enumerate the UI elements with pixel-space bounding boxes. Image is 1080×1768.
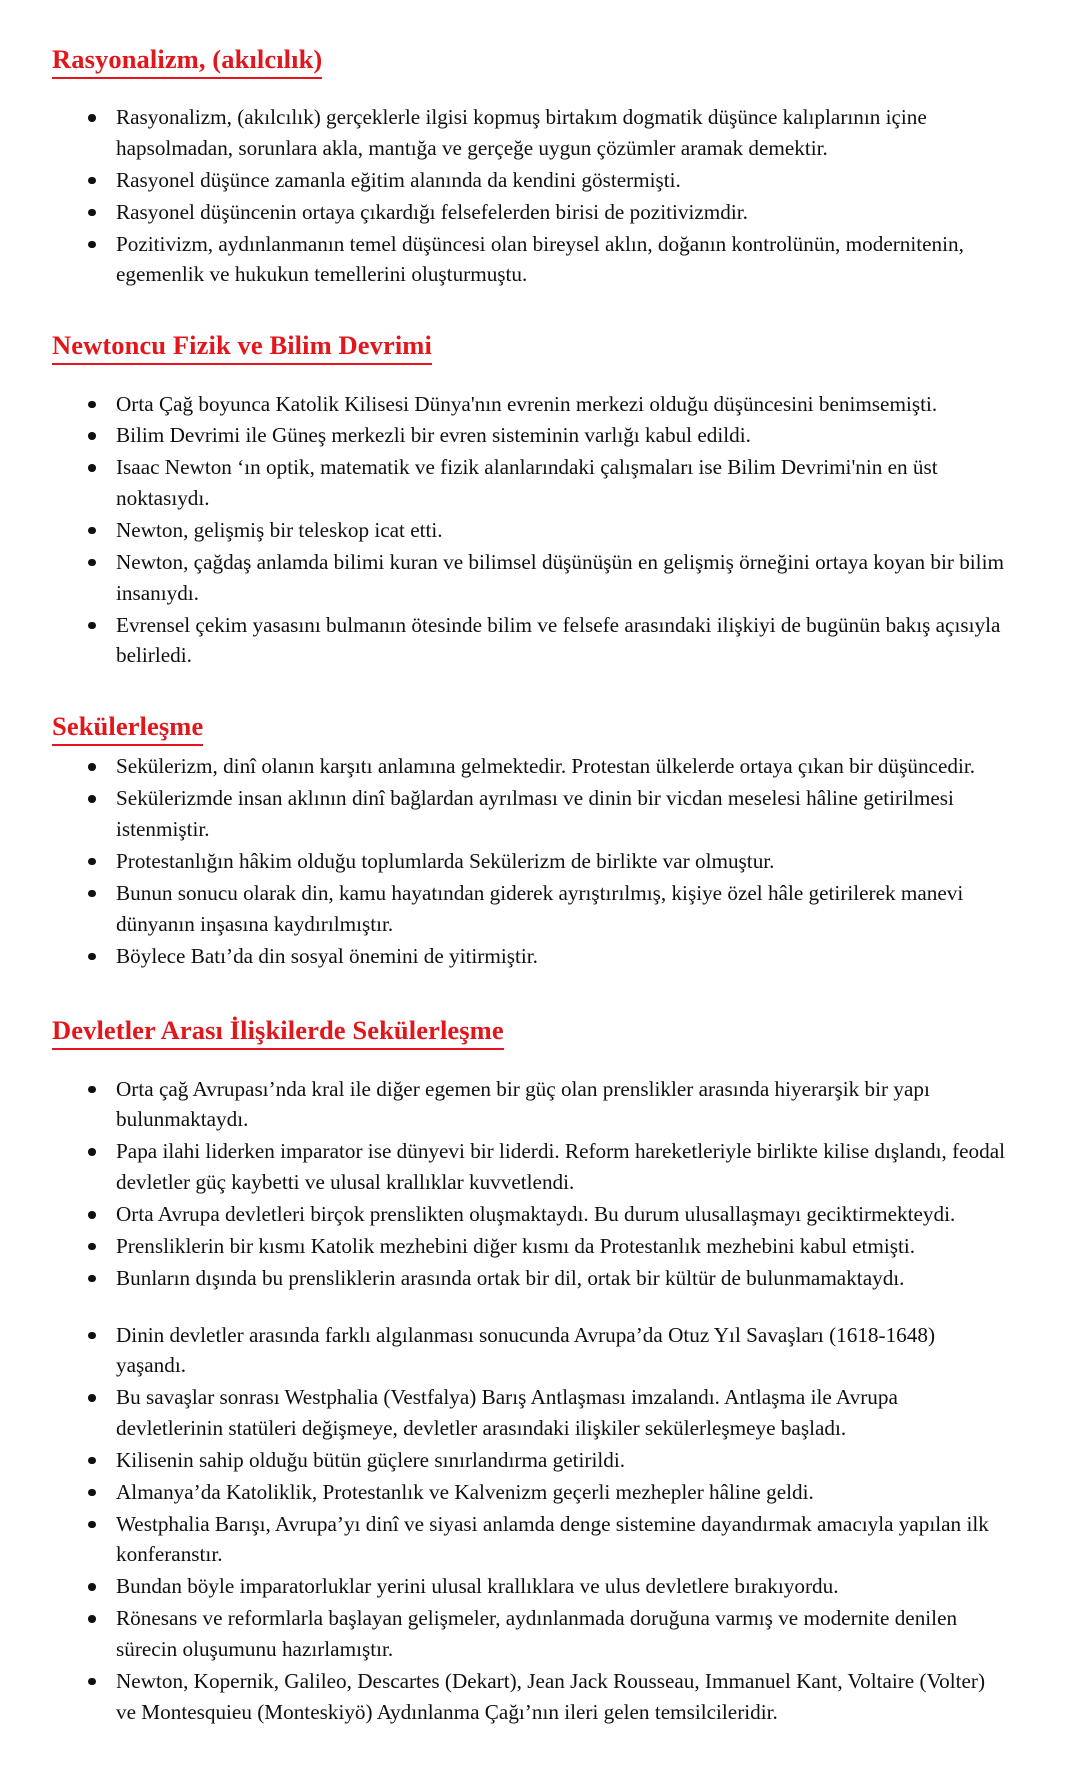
list-item-text: Orta Avrupa devletleri birçok prenslikten oluşmaktaydı. Bu durum ulusallaşmayı geciktirmekteydi. [116, 1202, 956, 1226]
bullet-list [52, 751, 1007, 971]
section-heading [52, 1015, 1028, 1046]
list-item-text: Rönesans ve reformlarla başlayan gelişmeler, aydınlanmada doruğuna varmış ve modernite denilen sürecin oluşumunu hazırlamıştır. [116, 1606, 958, 1661]
section-heading-text: Sekülerleşme [52, 711, 203, 746]
list-item-text: Bundan böyle imparatorluklar yerini ulusal krallıklara ve ulus devletlere bırakıyordu. [116, 1574, 839, 1599]
list-item-text: Pozitivizm, aydınlanmanın temel düşüncesi olan bireysel aklın, doğanın kontrolünün, modernitenin, egemenlik ve hukukun temellerini oluşturmuştu. [116, 231, 964, 287]
list-item [52, 420, 1007, 451]
list-item [52, 1445, 1007, 1476]
list-item [52, 1382, 1007, 1444]
bullet-list [52, 1320, 1007, 1728]
list-item-text: Kilisenin sahip olduğu bütün güçlere sınırlandırma getirildi. [116, 1447, 625, 1472]
list-item-text: Rasyonalizm, (akılcılık) gerçeklerle ilgisi kopmuş birtakım dogmatik düşünce kalıplarının içine hapsolmadan, sorunlara akla, mantığa ve gerçeğe uygun çözümler aramak demektir. [116, 105, 927, 161]
section-heading [52, 44, 1028, 75]
list-item [52, 783, 1007, 845]
list-item [52, 1074, 1007, 1136]
list-item-text: Bilim Devrimi ile Güneş merkezli bir evren sisteminin varlığı kabul edildi. [116, 423, 751, 448]
list-item [52, 1571, 1007, 1602]
list-item [52, 515, 1007, 546]
list-item [52, 1231, 1007, 1262]
section-heading-text: Devletler Arası İlişkilerde Sekülerleşme [52, 1015, 504, 1050]
list-item-text: Isaac Newton ‘ın optik, matematik ve fizik alanlarındaki çalışmaları ise Bilim Devrimi'nin en üst noktasıydı. [116, 455, 938, 511]
list-item-text: Newton, gelişmiş bir teleskop icat etti. [116, 517, 443, 542]
section-sekulerlesme [52, 711, 1028, 971]
section-newtoncu-fizik [52, 330, 1028, 671]
list-item [52, 389, 1007, 420]
list-item-text: Orta çağ Avrupası’nda kral ile diğer egemen bir güç olan prenslikler arasında hiyerarşik bir yapı bulunmaktaydı. [116, 1076, 930, 1132]
list-item-text: Newton, çağdaş anlamda bilimi kuran ve bilimsel düşünüşün en gelişmiş örneğini ortaya koyan bir bilim insanıydı. [116, 549, 1004, 605]
list-item [52, 1477, 1007, 1508]
list-item-text: Sekülerizmde insan aklının dinî bağlardan ayrılması ve dinin bir vicdan meselesi hâline getirilmesi istenmiştir. [116, 786, 954, 842]
list-item [52, 229, 1007, 291]
list-item-text: Protestanlığın hâkim olduğu toplumlarda Sekülerizm de birlikte var olmuştur. [116, 848, 775, 873]
list-item-text: Bunun sonucu olarak din, kamu hayatından giderek ayrıştırılmış, kişiye özel hâle getirilerek manevi dünyanın inşasına kaydırılmıştır. [116, 880, 964, 936]
list-item-text: Böylece Batı’da din sosyal önemini de yitirmiştir. [116, 943, 538, 968]
list-item [52, 610, 1007, 672]
list-item [52, 1199, 1007, 1230]
list-item-text: Almanya’da Katoliklik, Protestanlık ve Kalvenizm geçerli mezhepler hâline geldi. [116, 1479, 814, 1504]
bullet-list [52, 1074, 1007, 1294]
list-item-text: Dinin devletler arasında farklı algılanması sonucunda Avrupa’da Otuz Yıl Savaşları (1618-1648) yaşandı. [116, 1322, 936, 1378]
list-item [52, 751, 1007, 782]
list-item-text: Bunların dışında bu prensliklerin arasında ortak bir dil, ortak bir kültür de bulunmamaktaydı. [116, 1265, 905, 1290]
list-item [52, 197, 1007, 228]
list-item-text: Orta Çağ boyunca Katolik Kilisesi Dünya'nın evrenin merkezi olduğu düşüncesini benimsemişti. [116, 391, 938, 416]
list-item [52, 1509, 1007, 1571]
list-item [52, 1263, 1007, 1294]
list-item [52, 846, 1007, 877]
list-item-text: Westphalia Barışı, Avrupa’yı dinî ve siyasi anlamda denge sistemine dayandırmak amacıyla yapılan ilk konferanstır. [116, 1511, 989, 1567]
list-item [52, 1320, 1007, 1382]
bullet-list [52, 102, 1007, 290]
list-item [52, 547, 1007, 609]
list-item [52, 452, 1007, 514]
section-heading-text: Rasyonalizm, (akılcılık) [52, 44, 322, 79]
list-item [52, 1136, 1007, 1198]
list-item-text: Bu savaşlar sonrası Westphalia (Vestfalya) Barış Antlaşması imzalandı. Antlaşma ile Avrupa devletlerinin statüleri değişmeye, devletler arasındaki ilişkiler sekülerleşmeye başladı. [116, 1385, 898, 1441]
list-item [52, 165, 1007, 196]
list-item [52, 1603, 1007, 1665]
list-item-text: Rasyonel düşüncenin ortaya çıkardığı felsefelerden birisi de pozitivizmdir. [116, 199, 748, 224]
list-item-text: Prensliklerin bir kısmı Katolik mezhebini diğer kısmı da Protestanlık mezhebini kabul etmişti. [116, 1233, 916, 1258]
section-devletler-arasi-iliskilerde-sekulerlesme [52, 1015, 1028, 1727]
list-item [52, 941, 1007, 972]
list-item-text: Evrensel çekim yasasını bulmanın ötesinde bilim ve felsefe arasındaki ilişkiyi de bugünün bakış açısıyla belirledi. [116, 612, 1001, 668]
list-item-text: Rasyonel düşünce zamanla eğitim alanında da kendini göstermişti. [116, 167, 681, 192]
section-heading-text: Newtoncu Fizik ve Bilim Devrimi [52, 330, 432, 365]
list-item [52, 1666, 1007, 1728]
section-rasyonalizm [52, 44, 1028, 290]
section-heading [52, 330, 1028, 361]
list-item [52, 102, 1007, 164]
list-item [52, 878, 1007, 940]
list-item-text: Papa ilahi liderken imparator ise dünyevi bir liderdi. Reform hareketleriyle birlikte kilise dışlandı, feodal devletler güç kaybetti ve ulusal krallıklar kuvvetlendi. [116, 1139, 1006, 1195]
list-item-text: Sekülerizm, dinî olanın karşıtı anlamına gelmektedir. Protestan ülkelerde ortaya çıkan bir düşüncedir. [116, 754, 976, 779]
section-heading [52, 711, 1028, 742]
bullet-list [52, 389, 1007, 672]
list-item-text: Newton, Kopernik, Galileo, Descartes (Dekart), Jean Jack Rousseau, Immanuel Kant, Voltaire (Volter) ve Montesquieu (Monteskiyö) Aydınlanma Çağı’nın ileri gelen temsilcileridir. [116, 1668, 986, 1724]
